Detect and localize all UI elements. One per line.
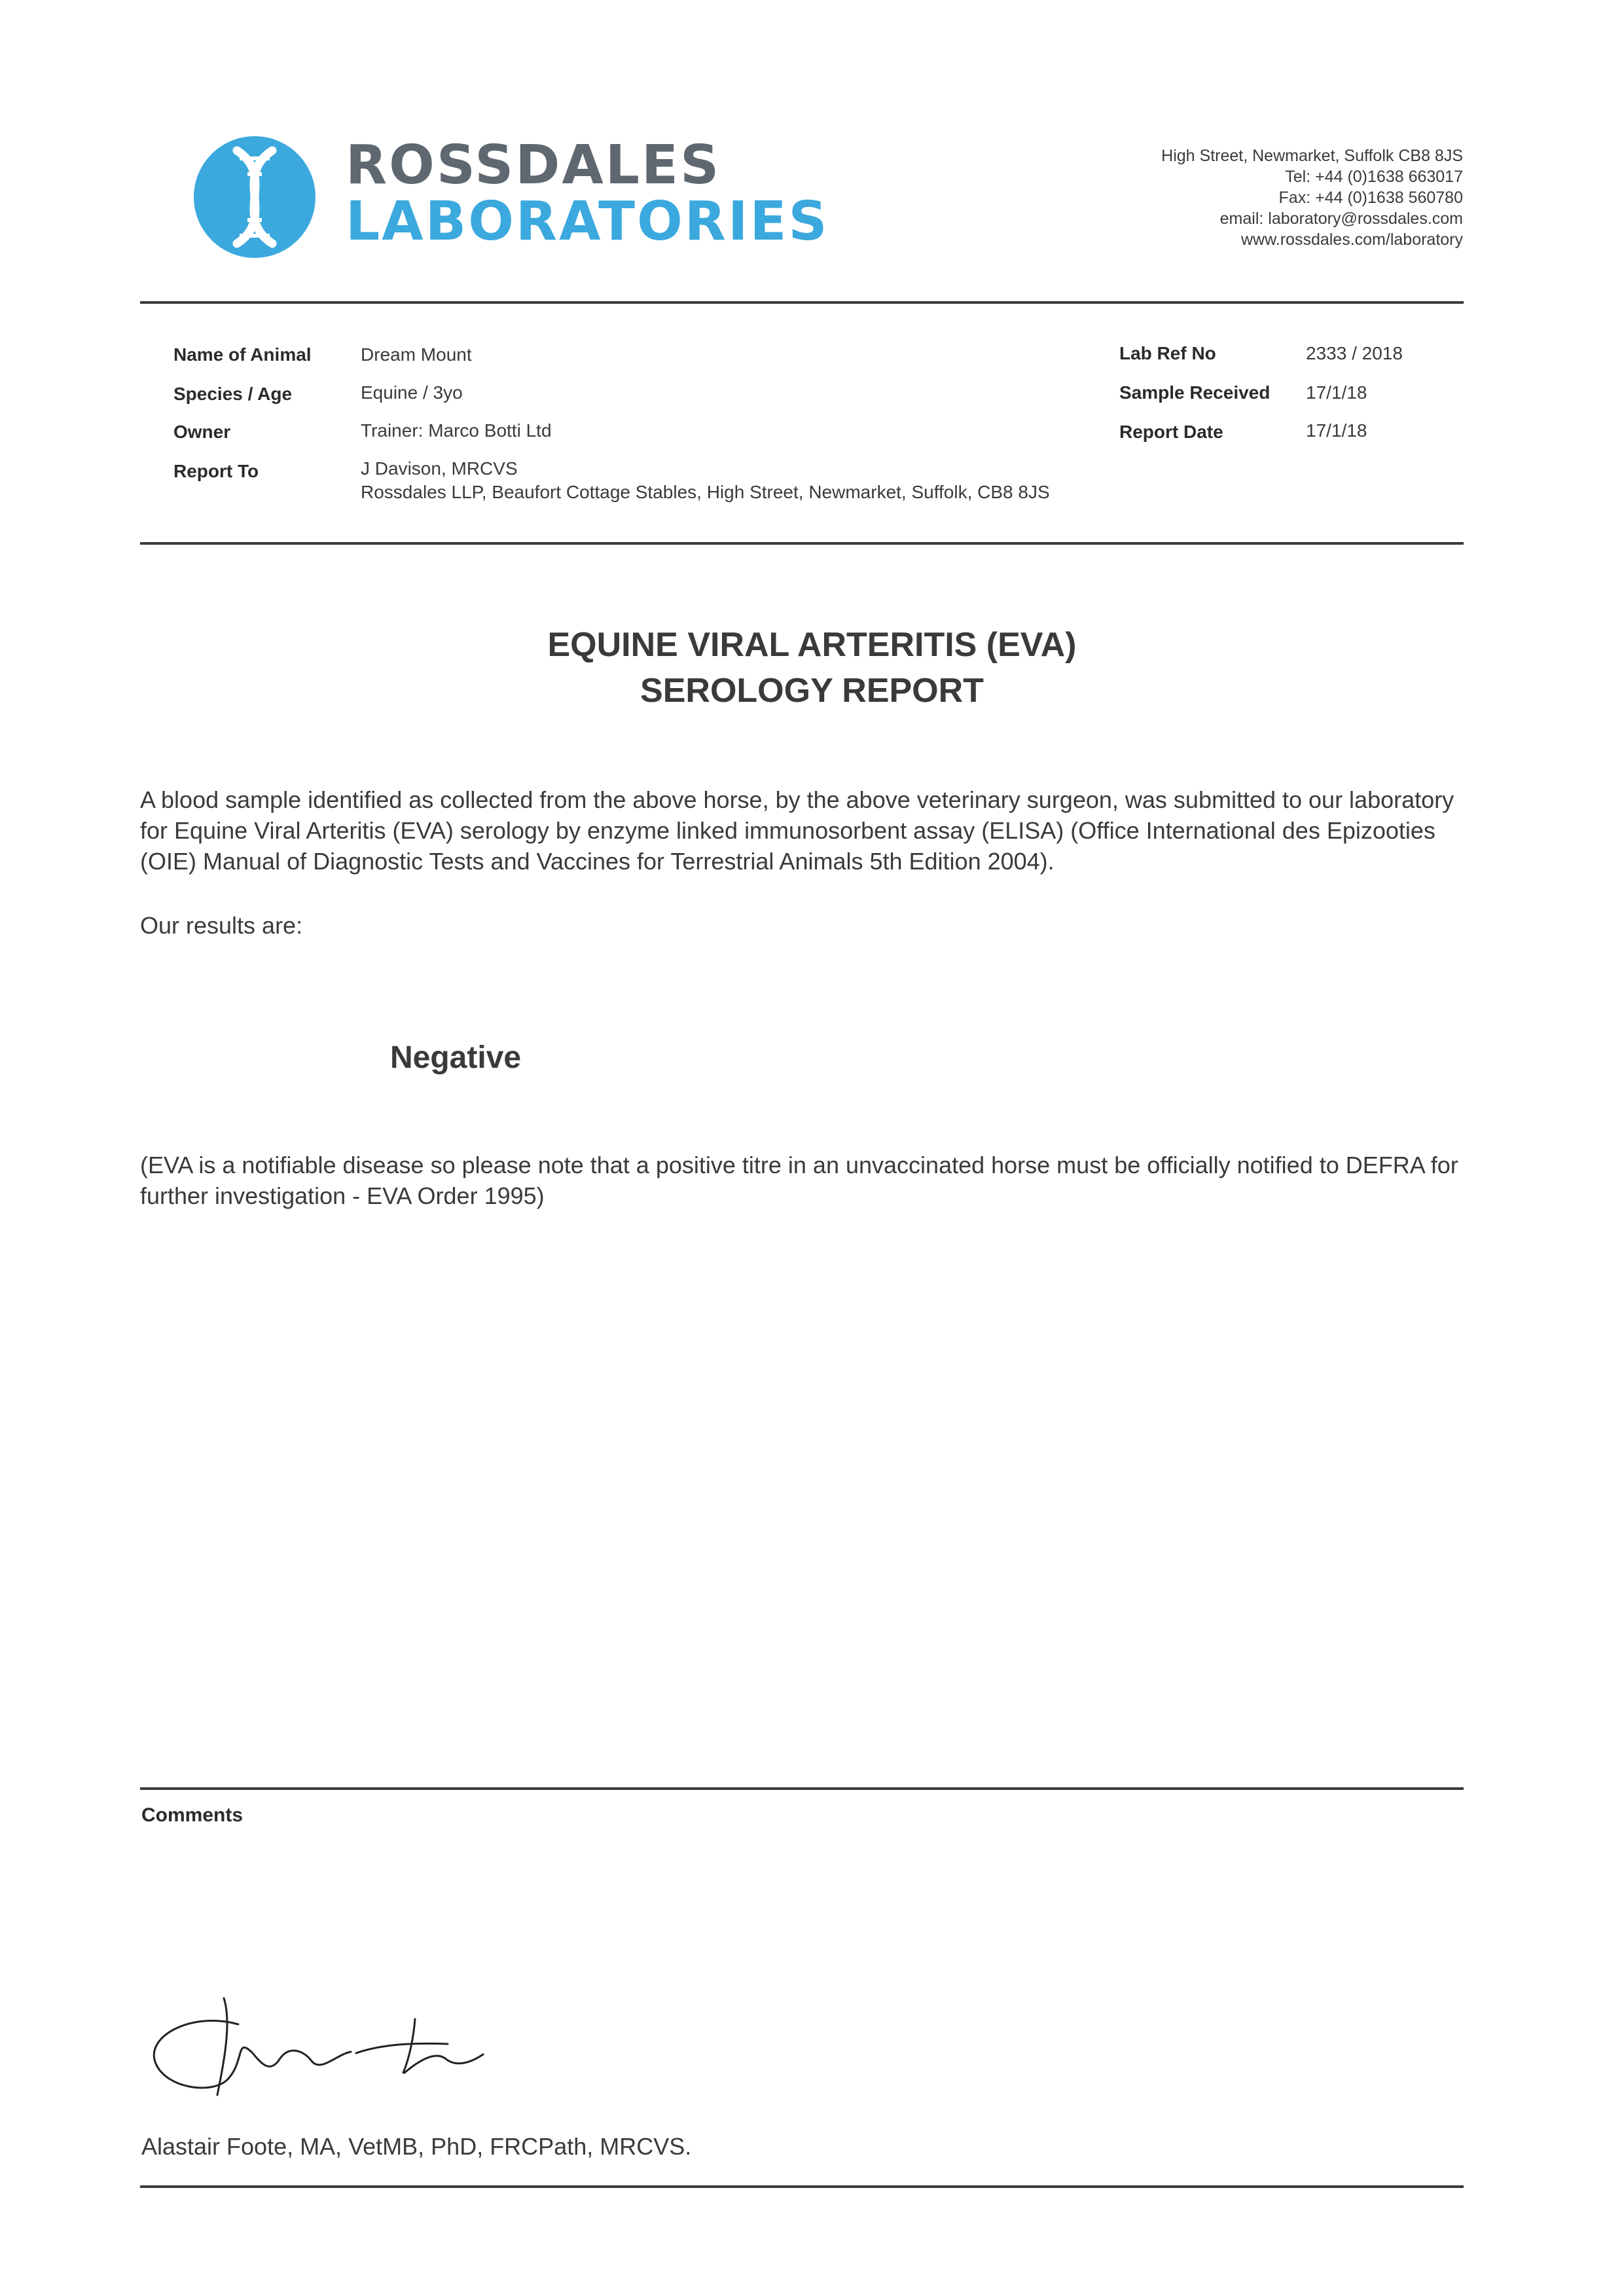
signature (140, 1990, 494, 2108)
address-fax: Fax: +44 (0)1638 560780 (1278, 189, 1463, 207)
intro-paragraph: A blood sample identified as collected from the above horse, by the above veterinary surgeon, was submitted to our laboratory for Equine Viral Arteritis (EVA) serology by enzyme linked immunosorbent assay (ELISA) (Office International des Epizooties (OIE) Manual of Diagnostic Tests and Vaccines for Terrestrial Animals 5th Edition 2004). (140, 786, 1454, 875)
divider (140, 542, 1464, 545)
comments-label: Comments (141, 1804, 244, 1826)
results-lead: Our results are: (140, 912, 303, 939)
animal-details (0, 340, 1624, 517)
divider (140, 301, 1464, 304)
brand-name-line2: LABORATORIES (346, 191, 829, 253)
report-title (0, 622, 1624, 714)
result-value: Negative (390, 1040, 522, 1075)
dna-helix-icon (194, 136, 316, 258)
lab-address (1161, 145, 1463, 250)
detail-label-report-to: Report To (173, 461, 259, 481)
detail-value-report-date: 17/1/18 (1306, 420, 1367, 441)
detail-label-lab-ref: Lab Ref No (1119, 343, 1216, 363)
address-tel: Tel: +44 (0)1638 663017 (1285, 168, 1463, 186)
report-title-line1: EQUINE VIRAL ARTERITIS (EVA) (547, 626, 1077, 664)
detail-value-name: Dream Mount (361, 344, 472, 365)
detail-label-species: Species / Age (173, 384, 293, 404)
detail-value-lab-ref: 2333 / 2018 (1306, 343, 1403, 363)
detail-value-report-to-address: Rossdales LLP, Beaufort Cottage Stables, High Street, Newmarket, Suffolk, CB8 8JS (361, 482, 1050, 502)
brand-wordmark (346, 134, 829, 253)
address-street: High Street, Newmarket, Suffolk CB8 8JS (1161, 147, 1463, 165)
address-website[interactable]: www.rossdales.com/laboratory (1240, 230, 1463, 249)
brand-name-line1: ROSSDALES (346, 134, 721, 196)
detail-value-owner: Trainer: Marco Botti Ltd (361, 420, 552, 441)
detail-value-species: Equine / 3yo (361, 382, 463, 403)
detail-label-report-date: Report Date (1119, 422, 1223, 442)
divider (140, 2185, 1464, 2188)
signatory-name: Alastair Foote, MA, VetMB, PhD, FRCPath, MRCVS. (141, 2133, 692, 2160)
report-title-line2: SEROLOGY REPORT (640, 672, 984, 710)
notifiable-note: (EVA is a notifiable disease so please note that a positive titre in an unvaccinated horse must be officially notified to DEFRA for further investigation - EVA Order 1995) (140, 1152, 1458, 1209)
divider (140, 1787, 1464, 1790)
detail-label-owner: Owner (173, 422, 231, 442)
detail-value-sample-received: 17/1/18 (1306, 382, 1367, 403)
detail-label-sample-received: Sample Received (1119, 382, 1271, 403)
detail-value-report-to: J Davison, MRCVS (361, 458, 518, 479)
address-email[interactable]: email: laboratory@rossdales.com (1219, 210, 1463, 228)
detail-label-name: Name of Animal (173, 344, 312, 365)
